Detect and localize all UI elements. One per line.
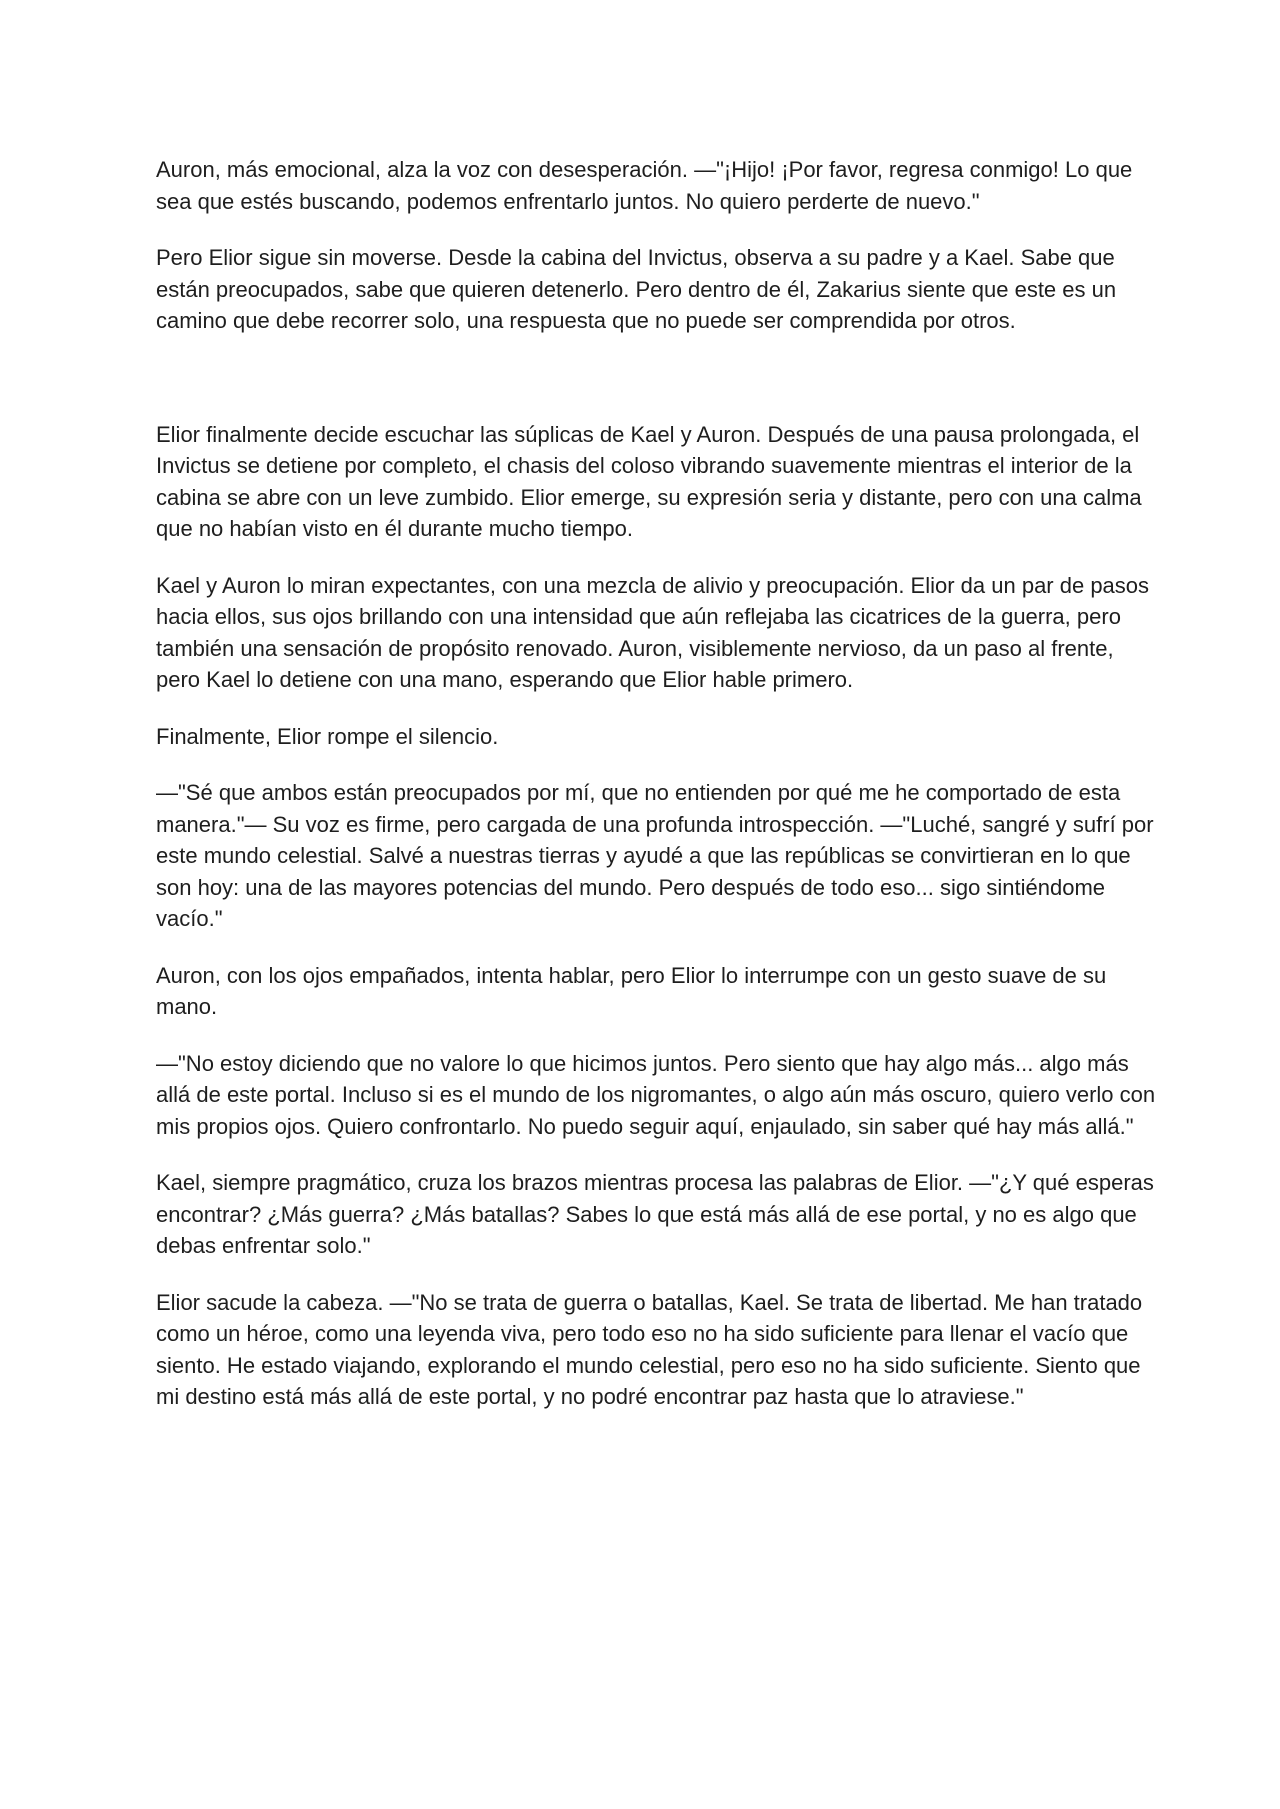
paragraph: —"Sé que ambos están preocupados por mí, que no entienden por qué me he comportado de esta manera."— Su voz es firme, pero cargada de una profunda introspección. —"Luché, sangré y sufrí por este mundo celestial. Salvé a nuestras tierras y ayudé a que las repúblicas se convirtieran en lo que son hoy: una de las mayores potencias del mundo. Pero después de todo eso... sigo sintiéndome vacío."	[156, 780, 1154, 931]
paragraph: Auron, más emocional, alza la voz con desesperación. —"¡Hijo! ¡Por favor, regresa conmigo! Lo que sea que estés buscando, podemos enfrentarlo juntos. No quiero perderte de nuevo."	[156, 157, 1133, 214]
paragraph: Finalmente, Elior rompe el silencio.	[156, 723, 499, 749]
paragraph: Auron, con los ojos empañados, intenta hablar, pero Elior lo interrumpe con un gesto suave de su mano.	[156, 962, 1107, 1019]
paragraph: Elior finalmente decide escuchar las súplicas de Kael y Auron. Después de una pausa prolongada, el Invictus se detiene por completo, el chasis del coloso vibrando suavemente mientras el interior de la cabina se abre con un leve zumbido. Elior emerge, su expresión seria y distante, pero con una calma que no habían visto en él durante mucho tiempo.	[156, 421, 1142, 541]
paragraph: —"No estoy diciendo que no valore lo que hicimos juntos. Pero siento que hay algo más... algo más allá de este portal. Incluso si es el mundo de los nigromantes, o algo aún más oscuro, quiero verlo con mis propios ojos. Quiero confrontarlo. No puedo seguir aquí, enjaulado, sin saber qué hay más allá."	[156, 1050, 1156, 1139]
paragraph: Pero Elior sigue sin moverse. Desde la cabina del Invictus, observa a su padre y a Kael. Sabe que están preocupados, sabe que quieren detenerlo. Pero dentro de él, Zakarius siente que este es un camino que debe recorrer solo, una respuesta que no puede ser comprendida por otros.	[156, 245, 1117, 333]
paragraph: Kael y Auron lo miran expectantes, con una mezcla de alivio y preocupación. Elior da un par de pasos hacia ellos, sus ojos brillando con una intensidad que aún reflejaba las cicatrices de la guerra, pero también una sensación de propósito renovado. Auron, visiblemente nervioso, da un paso al frente, pero Kael lo detiene con una mano, esperando que Elior hable primero.	[156, 572, 1150, 692]
document-body	[156, 154, 1156, 1438]
paragraph: Kael, siempre pragmático, cruza los brazos mientras procesa las palabras de Elior. —"¿Y qué esperas encontrar? ¿Más guerra? ¿Más batallas? Sabes lo que está más allá de ese portal, y no es algo que debas enfrentar solo."	[156, 1170, 1154, 1258]
paragraph: Elior sacude la cabeza. —"No se trata de guerra o batallas, Kael. Se trata de libertad. Me han tratado como un héroe, como una leyenda viva, pero todo eso no ha sido suficiente para llenar el vacío que siento. He estado viajando, explorando el mundo celestial, pero eso no ha sido suficiente. Siento que mi destino está más allá de este portal, y no podré encontrar paz hasta que lo atraviese."	[156, 1289, 1143, 1409]
